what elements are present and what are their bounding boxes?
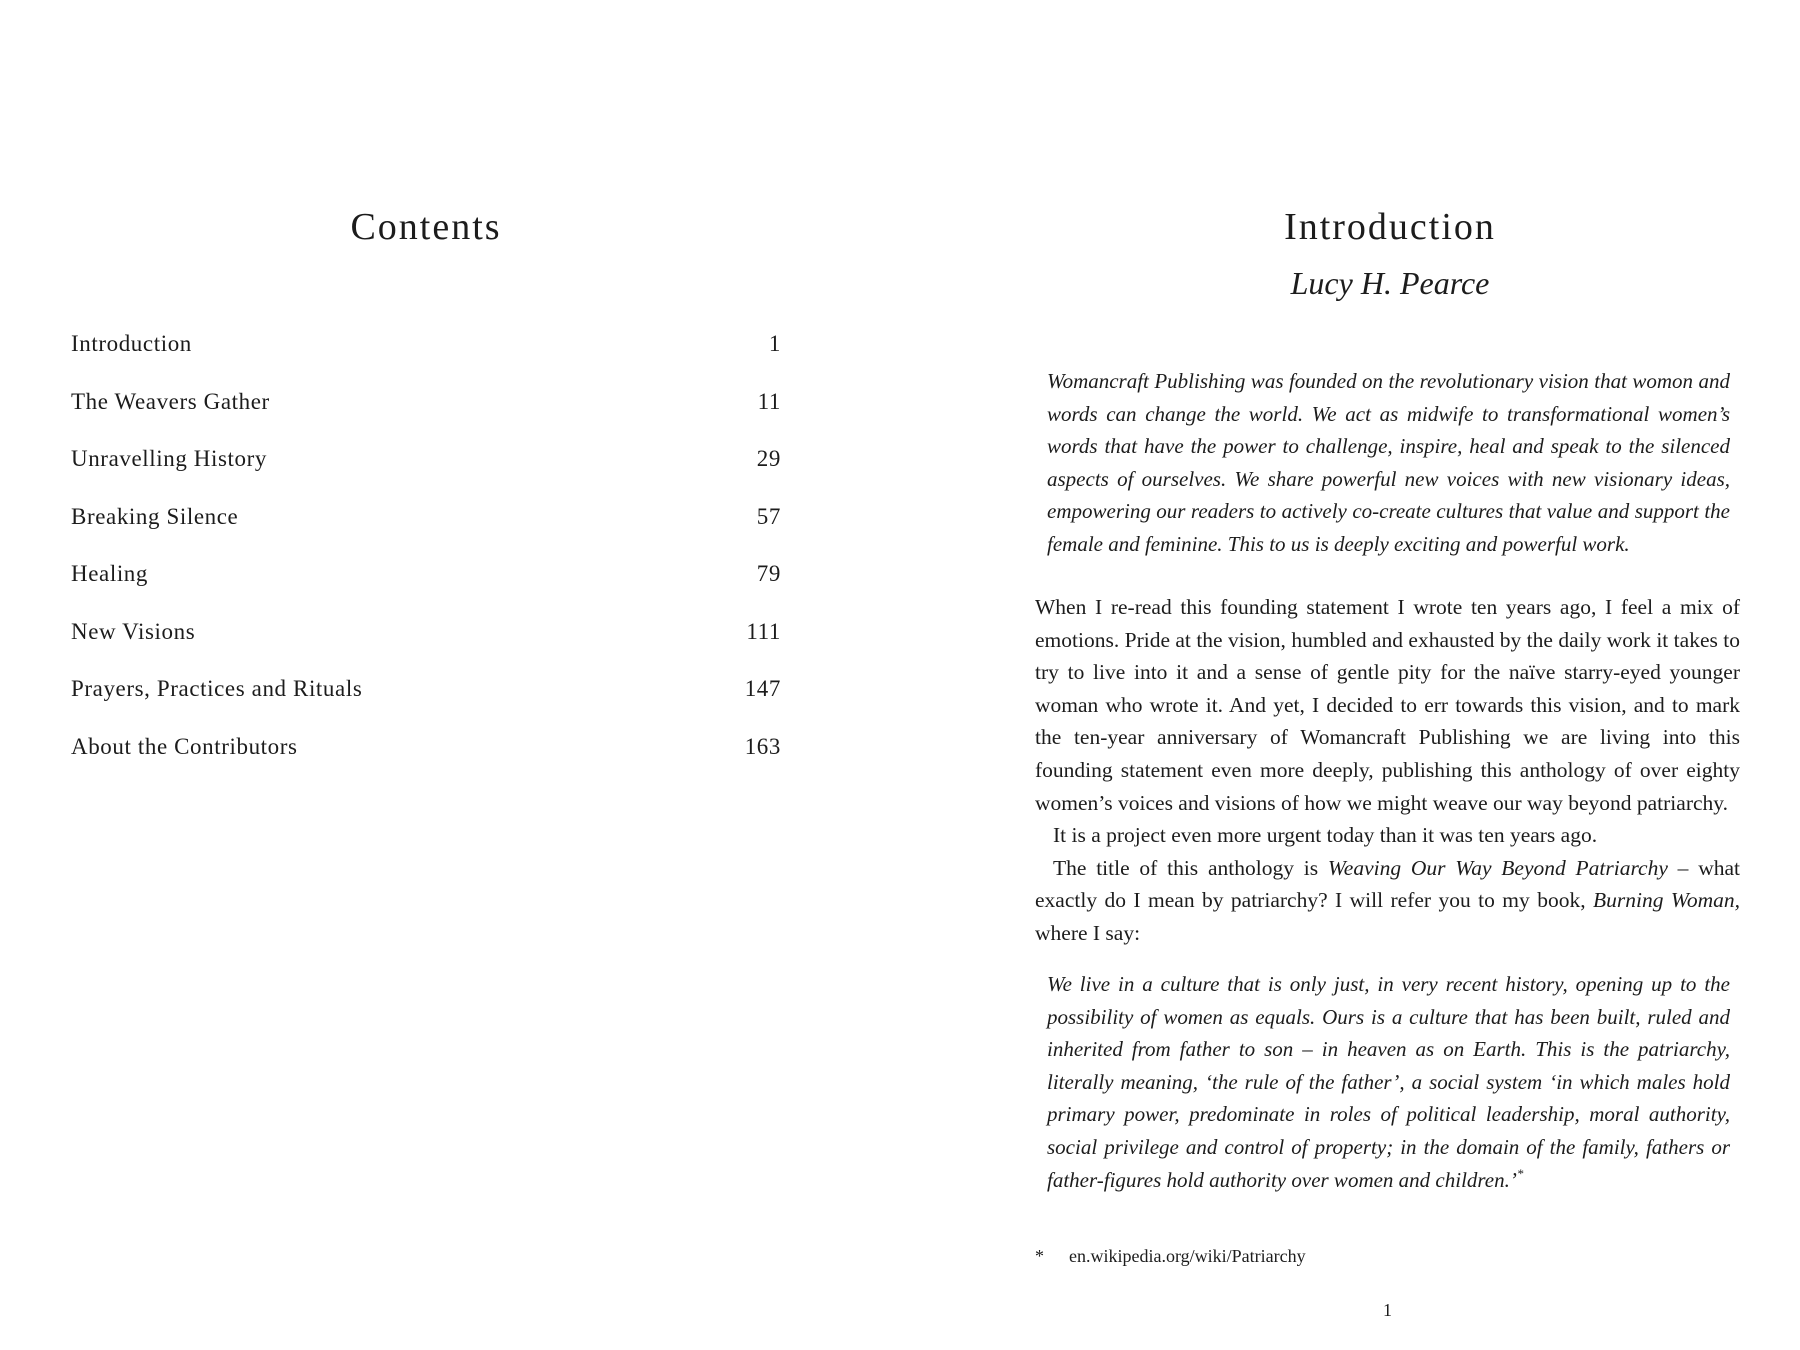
paragraph-text: The title of this anthology is [1053, 855, 1328, 880]
anthology-title: Weaving Our Way Beyond Patriarchy [1327, 855, 1668, 880]
toc-entry-label: Prayers, Practices and Rituals [71, 676, 363, 701]
body-text [1035, 591, 1740, 950]
epigraph-quote: Womancraft Publishing was founded on the revolutionary vision that womon and words can change the world. We act as midwife to transformational women’s words that have the power to challenge, inspire, heal and speak to the silenced aspects of ourselves. We share powerful new voices with new visionary ideas, empowering our readers to actively co-create cultures that value and support the female and feminine. This to us is deeply exciting and powerful work. [1047, 369, 1730, 556]
toc-entry[interactable] [71, 384, 781, 442]
burning-woman-quote [1047, 968, 1730, 1196]
chapter-title: Introduction [1284, 206, 1496, 248]
toc-entry[interactable] [71, 671, 781, 729]
toc-entry-page: 57 [756, 503, 781, 529]
toc-entry-page: 111 [746, 618, 781, 644]
footnote-reference[interactable]: * [1516, 1165, 1524, 1181]
body-paragraph: It is a project even more urgent today than it was ten years ago. [1053, 823, 1598, 848]
toc-entry[interactable] [71, 441, 781, 499]
toc-entry-label: Unravelling History [71, 446, 268, 471]
toc-entry[interactable] [71, 499, 781, 557]
toc-entry-page: 1 [768, 331, 781, 356]
body-paragraph: When I re-read this founding statement I wrote ten years ago, I feel a mix of emotions. Pride at the vision, humbled and exhausted by the daily work it takes to try to live into it and a sense of gentle pity for the naïve starry-eyed younger woman who wrote it. And yet, I decided to err towards this vision, and to mark the ten-year anniversary of Womancraft Publishing we are living into this founding statement even more deeply, publishing this anthology of over eighty women’s voices and visions of how we might weave our way beyond patriarchy. [1035, 595, 1740, 815]
toc-entry-page: 79 [756, 561, 781, 586]
chapter-author: Lucy H. Pearce [1290, 265, 1490, 301]
toc-entry-label: About the Contributors [71, 733, 298, 759]
contents-title: Contents [350, 206, 502, 248]
quote-text: We live in a culture that is only just, in very recent history, opening up to the possibility of women as equals. Ours is a culture that has been built, ruled and inherited from father to son – in heaven as on Earth. This is the patriarchy, literally meaning, ‘the rule of the father’, a social system ‘in which males hold primary power, predominate in roles of political leadership, moral authority, social privilege and control of property; in the domain of the family, fathers or father-figures hold authority over women and children.’ [1047, 972, 1730, 1192]
toc-entry[interactable] [71, 556, 781, 614]
toc-entry-label: New Visions [71, 618, 196, 644]
introduction-page [900, 0, 1800, 1350]
toc-entry-label: Introduction [71, 331, 192, 356]
paragraph-text: – what exactly do I mean by patriarchy? I will refer you to my book, [1035, 855, 1741, 913]
page-number: 1 [1383, 1300, 1392, 1320]
toc-entry-page: 163 [744, 733, 781, 759]
toc-entry-label: Healing [71, 561, 149, 586]
footnote-link[interactable]: en.wikipedia.org/wiki/Patriarchy [1069, 1246, 1306, 1266]
book-title: Burning Woman, [1593, 888, 1741, 913]
table-of-contents [71, 326, 781, 786]
toc-entry[interactable] [71, 729, 781, 787]
toc-entry-page: 147 [744, 676, 781, 701]
toc-entry-page: 11 [757, 388, 781, 414]
footnote-mark: * [1035, 1246, 1044, 1266]
toc-entry-label: Breaking Silence [71, 503, 239, 529]
toc-entry[interactable] [71, 614, 781, 672]
toc-entry[interactable] [71, 326, 781, 384]
paragraph-text: where I say: [1035, 920, 1141, 945]
footnote [1035, 1243, 1740, 1269]
toc-entry-page: 29 [756, 446, 781, 471]
body-paragraph [1035, 852, 1740, 950]
toc-entry-label: The Weavers Gather [71, 388, 270, 414]
